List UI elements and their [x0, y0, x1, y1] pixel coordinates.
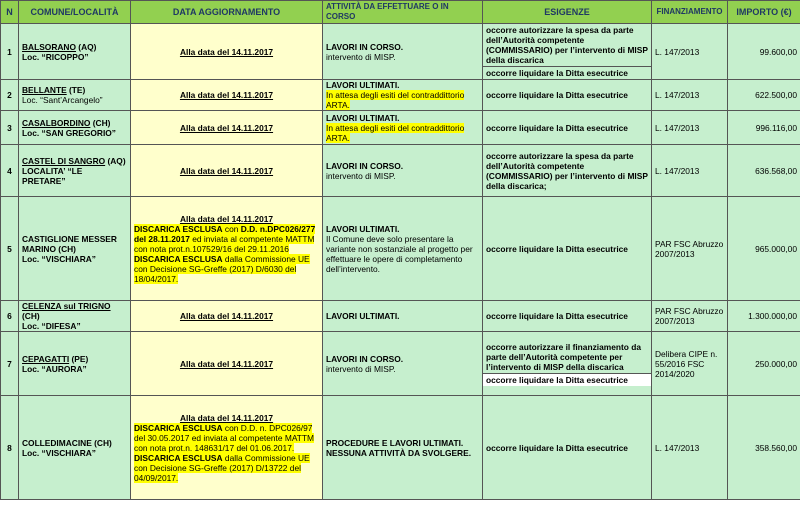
date-cell [131, 301, 323, 332]
province: (TE) [66, 85, 86, 95]
province: (CH) [22, 311, 40, 321]
comune-cell [19, 80, 131, 111]
row-number: 3 [1, 111, 19, 145]
update-date: Alla data del 14.11.2017 [179, 412, 274, 423]
update-date: Alla data del 14.11.2017 [179, 90, 274, 100]
locality: Loc. “VISCHIARA” [22, 447, 96, 458]
exclusion-detail: dalla Commissione UE con Decisione SG-Greffe (2017) D/6030 del 18/04/2017. [134, 253, 310, 284]
activity-body: In attesa degli esiti del contraddittorio ARTA. [326, 90, 465, 110]
table-row [1, 80, 800, 111]
header-finanziamento: FINANZIAMENTO [652, 1, 728, 24]
needs-payment: occorre liquidare la Ditta esecutrice [486, 68, 628, 78]
province: (AQ) [75, 41, 97, 52]
header-row [1, 1, 800, 24]
locality: Loc. “Sant’Arcangelo” [22, 95, 103, 105]
table-row [1, 301, 800, 332]
needs-payment: occorre liquidare la Ditta esecutrice [483, 374, 651, 386]
needs-cell: occorre liquidare la Ditta esecutrice [483, 111, 652, 145]
amount-cell: 965.000,00 [728, 197, 800, 301]
row-number: 7 [1, 332, 19, 396]
amount-cell: 1.300.000,00 [728, 301, 800, 332]
amount-cell: 250.000,00 [728, 332, 800, 396]
update-date: Alla data del 14.11.2017 [179, 122, 274, 133]
funding-cell: PAR FSC Abruzzo 2007/2013 [652, 301, 728, 332]
row-number: 6 [1, 301, 19, 332]
exclusion-label: DISCARICA ESCLUSA [134, 422, 223, 433]
city-name: CELENZA sul TRIGNO [22, 301, 111, 311]
date-cell [131, 24, 323, 80]
row-number: 4 [1, 145, 19, 197]
exclusion-detail: con D.D. n. DPC026/97 del 30.05.2017 ed inviata al competente MATTM con nota prot.n. 148631/17 del 01.06.2017. [134, 422, 315, 453]
table-row [1, 145, 800, 197]
province: (CH) [91, 437, 112, 448]
exclusion-connector: con [222, 223, 241, 234]
table-row [1, 111, 800, 145]
activity-cell [323, 80, 483, 111]
date-cell [131, 396, 323, 500]
needs-cell: occorre liquidare la Ditta esecutrice [483, 301, 652, 332]
city-name: CASALBORDINO [22, 117, 91, 128]
update-date: Alla data del 14.11.2017 [179, 358, 274, 369]
funding-cell: L. 147/2013 [652, 80, 728, 111]
activity-body: Il Comune deve solo presentare la variante non sostanziale al progetto per effettuare le opere di completamento dell’intervento. [326, 233, 473, 274]
row-number: 5 [1, 197, 19, 301]
city-name: COLLEDIMACINE [22, 437, 92, 448]
activity-title: LAVORI IN CORSO. [326, 41, 404, 52]
header-data: DATA AGGIORNAMENTO [131, 1, 323, 24]
needs-cell: occorre autorizzare la spesa da parte dell’Autorità competente (COMMISSARIO) per l’intervento di MISP della discarica; [483, 145, 652, 197]
needs-cell [483, 332, 652, 396]
province: (CH) [55, 243, 76, 254]
activity-body: intervento di MISP. [326, 363, 396, 374]
city-name: BALSORANO [22, 41, 76, 52]
activity-title: LAVORI ULTIMATI. [326, 112, 400, 123]
header-esigenze: ESIGENZE [483, 1, 652, 24]
update-date: Alla data del 14.11.2017 [179, 46, 274, 57]
table-row [1, 24, 800, 80]
needs-cell [483, 24, 652, 80]
date-cell [131, 197, 323, 301]
activity-title: LAVORI IN CORSO. [326, 160, 404, 171]
activity-cell [323, 24, 483, 80]
activity-cell [323, 197, 483, 301]
update-date: Alla data del 14.11.2017 [179, 213, 274, 224]
comune-cell [19, 332, 131, 396]
row-number: 1 [1, 24, 19, 80]
needs-cell: occorre liquidare la Ditta esecutrice [483, 396, 652, 500]
locality: Loc. “RICOPPO” [22, 51, 89, 62]
exclusion-detail: dalla Commissione UE con Decisione SG-Greffe (2017) D/13722 del 04/09/2017. [134, 452, 310, 483]
activity-body: intervento di MISP. [326, 51, 396, 62]
locality: Loc. “DIFESA” [22, 321, 81, 331]
city-name: CASTIGLIONE MESSER MARINO [22, 233, 117, 254]
city-name: CEPAGATTI [22, 353, 70, 364]
province: (PE) [69, 353, 89, 364]
funding-cell: L. 147/2013 [652, 111, 728, 145]
activity-title: LAVORI IN CORSO. [326, 353, 404, 364]
exclusion-decree: D.D. n.DPC026/277 del 28.11.2017 [134, 223, 316, 244]
date-cell [131, 145, 323, 197]
date-cell [131, 111, 323, 145]
needs-cell: occorre liquidare la Ditta esecutrice [483, 197, 652, 301]
row-number: 2 [1, 80, 19, 111]
activity-cell: LAVORI ULTIMATI. [323, 301, 483, 332]
activity-cell: PROCEDURE E LAVORI ULTIMATI. NESSUNA ATTIVITÀ DA SVOLGERE. [323, 396, 483, 500]
activity-body: intervento di MISP. [326, 170, 396, 181]
table-row [1, 396, 800, 500]
locality: LOCALITA’ “LE PRETARE” [22, 165, 83, 186]
comune-cell [19, 24, 131, 80]
funding-cell: Delibera CIPE n. 55/2016 FSC 2014/2020 [652, 332, 728, 396]
activity-title: LAVORI ULTIMATI. [326, 80, 400, 90]
exclusion-detail: ed inviata al competente MATTM con nota prot.n.107529/16 del 29.11.2016 [134, 233, 315, 254]
city-name: CASTEL DI SANGRO [22, 155, 106, 166]
exclusion-label: DISCARICA ESCLUSA [134, 452, 223, 463]
amount-cell: 622.500,00 [728, 80, 800, 111]
funding-cell: L. 147/2013 [652, 396, 728, 500]
table-row [1, 332, 800, 396]
date-cell [131, 80, 323, 111]
funding-cell: PAR FSC Abruzzo 2007/2013 [652, 197, 728, 301]
activity-cell [323, 332, 483, 396]
locality: Loc. “SAN GREGORIO” [22, 127, 116, 138]
activity-cell [323, 145, 483, 197]
date-cell [131, 332, 323, 396]
locality: Loc. “VISCHIARA” [22, 253, 96, 264]
exclusion-label: DISCARICA ESCLUSA [134, 223, 223, 234]
table-row [1, 197, 800, 301]
header-attivita: ATTIVITÀ DA EFFETTUARE O IN CORSO [323, 1, 483, 24]
amount-cell: 358.560,00 [728, 396, 800, 500]
amount-cell: 636.568,00 [728, 145, 800, 197]
funding-cell: L. 147/2013 [652, 145, 728, 197]
exclusion-label: DISCARICA ESCLUSA [134, 253, 223, 264]
header-importo: IMPORTO (€) [728, 1, 800, 24]
province: (CH) [90, 117, 111, 128]
needs-authorization: occorre autorizzare la spesa da parte dell’Autorità competente (COMMISSARIO) per l’intervento di MISP della discarica [483, 24, 651, 67]
comune-cell [19, 111, 131, 145]
province: (AQ) [105, 155, 126, 166]
locality: Loc. “AURORA” [22, 363, 87, 374]
update-date: Alla data del 14.11.2017 [179, 165, 274, 176]
amount-cell: 996.116,00 [728, 111, 800, 145]
comune-cell [19, 396, 131, 500]
needs-authorization: occorre autorizzare il finanziamento da parte dell’Autorità competente per l’intervento di MISP della discarica [483, 341, 651, 374]
city-name: BELLANTE [22, 85, 67, 95]
header-n: N [1, 1, 19, 24]
comune-cell [19, 301, 131, 332]
amount-cell: 99.600,00 [728, 24, 800, 80]
header-comune: COMUNE/LOCALITÀ [19, 1, 131, 24]
needs-cell: occorre liquidare la Ditta esecutrice [483, 80, 652, 111]
activity-cell [323, 111, 483, 145]
comune-cell [19, 145, 131, 197]
activity-title: LAVORI ULTIMATI. [326, 223, 400, 234]
update-date: Alla data del 14.11.2017 [179, 311, 274, 321]
comune-cell [19, 197, 131, 301]
funding-cell: L. 147/2013 [652, 24, 728, 80]
row-number: 8 [1, 396, 19, 500]
activity-body: In attesa degli esiti del contraddittorio ARTA. [326, 122, 465, 143]
